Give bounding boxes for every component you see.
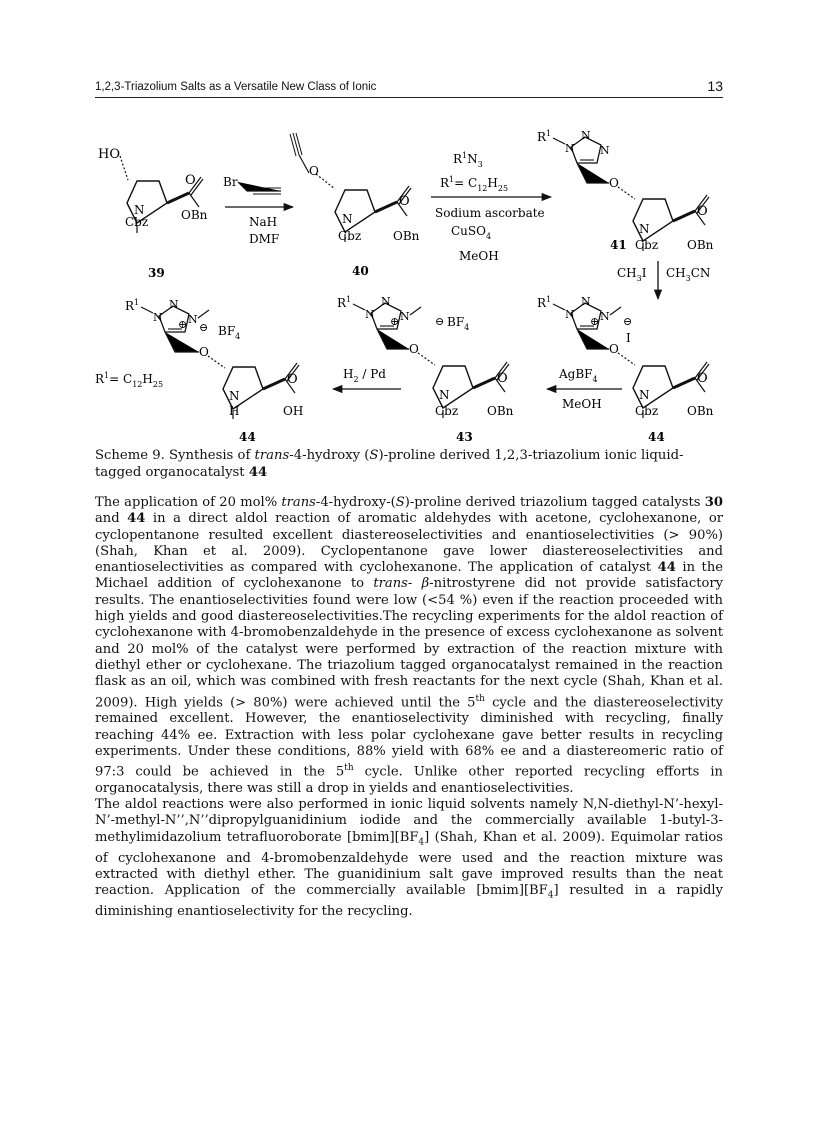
paragraph-1 — [95, 495, 723, 797]
caption-text: )-proline derived 1,2,3-triazolium ionic liquid-tagged organocatalyst — [95, 448, 684, 480]
text-run: and — [95, 511, 128, 527]
atom-n1-43: N — [365, 308, 375, 321]
reagent-ch3cn: $CH_3CN$ — [666, 266, 711, 283]
reagent-nah: NaH — [249, 215, 278, 229]
atom-n3-43: N — [400, 310, 410, 323]
atom-n1-44: N — [153, 311, 163, 324]
compound-44 — [95, 298, 303, 444]
charge-minus-44: ⊖ — [199, 321, 209, 334]
charge-plus-44: ⊕ — [178, 318, 188, 331]
compound-label-43: 43 — [456, 430, 473, 444]
atom-cbz-43: Cbz — [435, 404, 459, 418]
charge-minus-43: ⊖ — [435, 315, 445, 328]
atom-iodide-42: I — [626, 331, 631, 345]
atom-ho: HO — [98, 147, 120, 162]
text-run: cycle and the diastereoselectivity remained excellent. However, the enantioselectivity diminished with recycling, finally reaching 44% ee. Extraction with less polar cyclohexane gave better results in recycling experiments. Under these conditions, 88% yield with 68% ee and a diastereomeric ratio of 97:3 could be achieved in the 5 — [95, 694, 723, 780]
text-run: -4-hydroxy-( — [315, 495, 396, 510]
compound-label-41: 41 — [610, 238, 627, 252]
atom-o-40b: O — [399, 194, 410, 209]
reagent-h2-pd: $H_2$ / Pd — [343, 367, 386, 384]
atom-cbz-42: Cbz — [635, 404, 659, 418]
compound-ref: 44 — [127, 511, 146, 527]
atom-r1-44: $R^1$ — [125, 298, 140, 313]
compound-40 — [290, 133, 420, 278]
superscript: th — [475, 693, 485, 704]
running-header — [95, 80, 723, 98]
text-run: )-proline derived triazolium tagged catalysts — [404, 495, 705, 510]
atom-cbz-41: Cbz — [635, 238, 659, 252]
reagent-ascorbate: Sodium ascorbate — [435, 206, 545, 220]
reagent-agbf4: AgBF$_4$ — [559, 367, 598, 384]
atom-n-42: N — [639, 388, 650, 402]
atom-cbz-39: Cbz — [125, 215, 149, 229]
atom-n-44: N — [229, 389, 240, 403]
atom-n3-41: N — [600, 144, 610, 157]
compound-label-39: 39 — [148, 266, 165, 280]
atom-n-39: N — [134, 203, 145, 217]
atom-obn-39: OBn — [181, 208, 208, 222]
atom-obn-43: OBn — [487, 404, 514, 418]
body-text — [95, 495, 723, 920]
atom-obn-42: OBn — [687, 404, 714, 418]
atom-o-43b: O — [497, 371, 508, 386]
compound-label-44: 44 — [239, 430, 256, 444]
r1-definition-44: $R^1= C_{12}H_{25}$ — [95, 371, 164, 389]
atom-n2-41: N — [581, 129, 591, 142]
reagent-meoh-2: MeOH — [562, 397, 602, 411]
reagent-r1n3: $R^1N_3$ — [453, 151, 483, 169]
atom-o-39: O — [185, 173, 196, 188]
atom-n2-44: N — [169, 298, 179, 311]
atom-n-41: N — [639, 222, 650, 236]
atom-h-44: H — [229, 404, 240, 418]
subscript: 4 — [418, 837, 425, 848]
paragraph-2 — [95, 797, 723, 920]
atom-oh-44: OH — [283, 404, 304, 418]
atom-r1-42: $R^1$ — [537, 295, 552, 310]
reagent-dmf: DMF — [249, 232, 280, 246]
atom-o-44a: O — [199, 345, 209, 359]
text-run: ] (Shah, Khan et al. 2009). Equimolar ratios of cyclohexanone and 4-bromobenzaldehyde were used and the reaction mixture was extracted with diethyl ether. The guanidinium salt gave improved results than the neat reaction. Application of the commercially available [bmim][BF — [95, 829, 723, 899]
compound-41 — [537, 129, 714, 252]
atom-n-43: N — [439, 388, 450, 402]
atom-n3-44: N — [188, 313, 198, 326]
compound-ref: 44 — [657, 560, 676, 576]
text-run: ] resulted in a rapidly diminishing enantioselectivity for the recycling. — [95, 883, 723, 920]
charge-plus-42: ⊕ — [590, 315, 600, 328]
text-run: in the Michael addition of cyclohexanone to — [95, 560, 723, 592]
subscript: 4 — [547, 890, 554, 901]
compound-ref: 30 — [704, 495, 723, 510]
atom-o-44b: O — [287, 372, 298, 387]
atom-o-43a: O — [409, 342, 419, 356]
reagent-r1-def: $R^1= C_{12}H_{25}$ — [440, 175, 509, 193]
atom-n2-42: N — [581, 295, 591, 308]
caption-text: Scheme 9. Synthesis of — [95, 448, 255, 463]
reagent-meoh-1: MeOH — [459, 249, 499, 263]
italic-run: trans- β — [373, 576, 430, 592]
atom-r1-43: $R^1$ — [337, 295, 352, 310]
text-run: cycle. Unlike other reported recycling efforts in organocatalysis, there was still a drop in yields and enantioselectivities. — [95, 764, 723, 796]
atom-cbz-40: Cbz — [338, 229, 362, 243]
atom-o-42a: O — [609, 342, 619, 356]
text-run: The aldol reactions were also performed in ionic liquid solvents namely N,N-diethyl-N’-hexyl-N’-methyl-N’’,N’’dipropylguanidinium iodide and the commercially available 1-butyl-3-methylimidazolium tetrafluoroborate [bmim][BF — [95, 797, 723, 845]
atom-o-42b: O — [697, 371, 708, 386]
atom-o-40a: O — [309, 164, 319, 178]
atom-bf4-44: $BF_4$ — [218, 324, 241, 341]
atom-n3-42: N — [600, 310, 610, 323]
superscript: th — [344, 763, 354, 774]
text-run: -nitrostyrene did not provide satisfactory results. The enantioselectivities found were low (<54 %) even if the reaction proceeded with high yields and good diastereoselectivities.The recycling experiments for the aldol reaction of cyclohexanone with 4-bromobenzaldehyde in the presence of excess cyclohexanone as solvent and 20 mol% of the catalyst were performed by extraction of the reaction mixture with diethyl ether or cyclohexane. The triazolium tagged organocatalyst remained in the reaction flask as an oil, which was combined with fresh reactants for the next cycle (Shah, Khan et al. 2009). High yields (> 80%) were achieved until the 5 — [95, 576, 723, 710]
reaction-scheme — [95, 125, 725, 445]
charge-plus-43: ⊕ — [390, 315, 400, 328]
page-number: 13 — [707, 78, 723, 94]
scheme-caption — [95, 447, 725, 481]
atom-bf4-43: $BF_4$ — [447, 315, 470, 332]
atom-o-41b: O — [697, 204, 708, 219]
atom-obn-41: OBn — [687, 238, 714, 252]
caption-italic-trans: trans — [254, 448, 290, 463]
atom-n1-41: N — [565, 142, 575, 155]
atom-obn-40: OBn — [393, 229, 420, 243]
italic-run: S — [395, 495, 405, 510]
atom-r1-41: $R^1$ — [537, 129, 552, 144]
charge-minus-42: ⊖ — [623, 315, 633, 328]
compound-39 — [98, 147, 208, 280]
atom-n2-43: N — [381, 295, 391, 308]
running-title: 1,2,3-Triazolium Salts as a Versatile New Class of Ionic — [95, 81, 377, 93]
reagent-cuso4: CuSO$_4$ — [451, 224, 492, 241]
atom-br: Br — [223, 175, 238, 189]
atom-n-40: N — [342, 212, 353, 226]
atom-o-41a: O — [609, 176, 619, 190]
atom-n1-42: N — [565, 308, 575, 321]
compound-label-40: 40 — [352, 264, 369, 278]
text-run: in a direct aldol reaction of aromatic aldehydes with acetone, cyclohexanone, or cyclopentanone resulted excellent diastereoselectivities and enantioselectivities (> 90%)(Shah, Khan et al. 2009). Cyclopentanone gave lower diastereoselectivities and enantioselectivities as compared with cyclohexanone. The application of catalyst — [95, 511, 723, 576]
compound-label-42: 44 — [648, 430, 665, 444]
reagent-ch3i: $CH_3I$ — [617, 266, 647, 283]
italic-run: trans — [281, 495, 316, 510]
caption-italic-s: S — [369, 448, 379, 463]
text-run: The application of 20 mol% — [95, 495, 282, 510]
caption-compound-number: 44 — [248, 465, 268, 480]
caption-text: -4-hydroxy ( — [289, 448, 370, 463]
